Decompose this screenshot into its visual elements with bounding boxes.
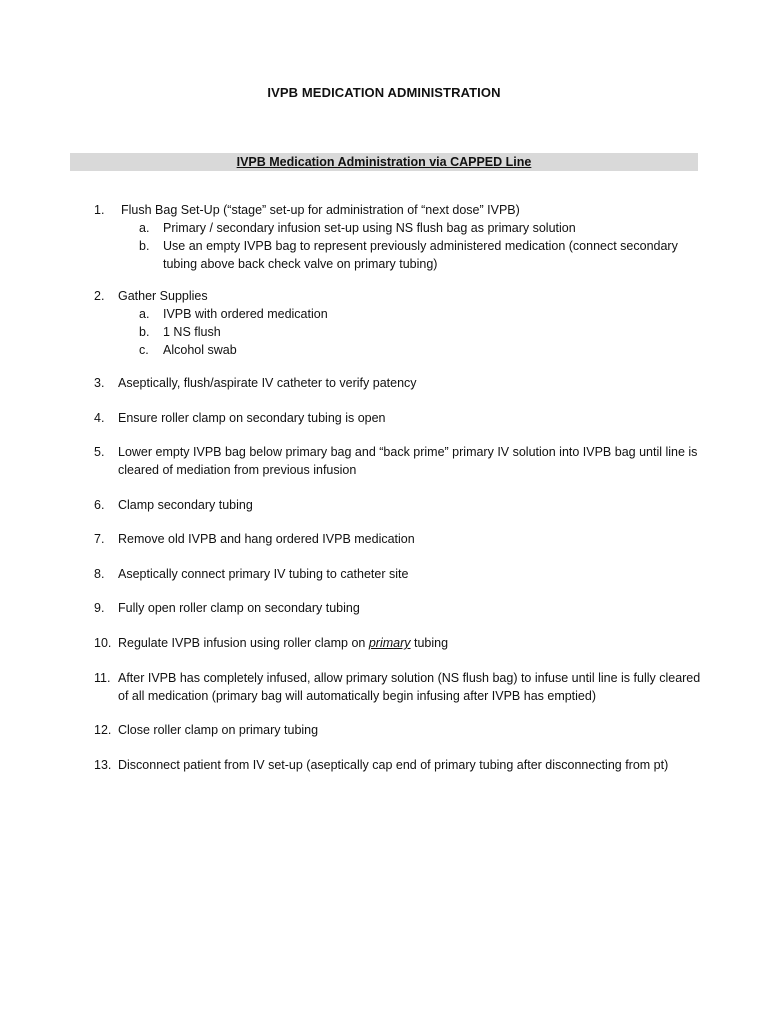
step-number: 3. [94,376,105,390]
step-1 [94,201,704,273]
step-number: 2. [94,289,105,303]
sub-list [94,305,704,359]
step-number: 12. [94,723,112,737]
sub-item [139,341,704,359]
step-number: 5. [94,445,105,459]
sub-text: Use an empty IVPB bag to represent previously administered medication (connect secondary tubing above back check valve on primary tubing) [163,239,678,271]
sub-item [139,219,704,237]
sub-list [94,219,704,273]
step-text: Ensure roller clamp on secondary tubing is open [118,411,386,425]
step-10 [94,634,704,652]
step-text: Lower empty IVPB bag below primary bag and “back prime” primary IV solution into IVPB bag until line is cleared of mediation from previous infusion [118,445,698,477]
sub-letter: b. [139,325,150,339]
step-number: 9. [94,601,105,615]
step-11 [94,669,704,705]
step-text: Aseptically, flush/aspirate IV catheter to verify patency [118,376,417,390]
step-8 [94,565,704,583]
step-text: Flush Bag Set-Up (“stage” set-up for administration of “next dose” IVPB) [121,203,520,217]
sub-letter: b. [139,239,150,253]
sub-letter: a. [139,307,150,321]
emphasized-word: primary [368,636,411,650]
step-6 [94,496,704,514]
step-text: Disconnect patient from IV set-up (aseptically cap end of primary tubing after disconnecting from pt) [118,758,669,772]
step-text-start: Regulate IVPB infusion using roller clamp on [118,636,369,650]
section-title: IVPB Medication Administration via CAPPED Line [236,155,532,169]
sub-text: IVPB with ordered medication [163,307,328,321]
step-text [118,634,704,652]
step-text: Fully open roller clamp on secondary tubing [118,601,360,615]
sub-item [139,237,704,273]
step-number: 8. [94,567,105,581]
step-number: 10. [94,636,112,650]
sub-text: 1 NS flush [163,325,221,339]
sub-item [139,305,704,323]
step-text: Close roller clamp on primary tubing [118,723,319,737]
step-text: Gather Supplies [118,289,208,303]
step-number: 11. [94,671,111,685]
step-number: 1. [94,203,105,217]
step-4 [94,409,704,427]
document-title: IVPB MEDICATION ADMINISTRATION [267,85,501,100]
step-13 [94,756,704,774]
step-text-end: tubing [410,636,449,650]
step-number: 6. [94,498,105,512]
step-2 [94,287,704,359]
sub-item [139,323,704,341]
step-5 [94,443,704,479]
step-text: Aseptically connect primary IV tubing to catheter site [118,567,409,581]
step-number: 7. [94,532,105,546]
sub-letter: c. [139,343,149,357]
step-text: After IVPB has completely infused, allow primary solution (NS flush bag) to infuse until line is fully cleared of all medication (primary bag will automatically begin infusing after IVPB has emptied) [118,671,701,703]
step-9 [94,599,704,617]
sub-text: Alcohol swab [163,343,237,357]
step-text: Remove old IVPB and hang ordered IVPB medication [118,532,415,546]
step-12 [94,721,704,739]
sub-letter: a. [139,221,150,235]
section-header [70,153,698,171]
step-text: Clamp secondary tubing [118,498,253,512]
step-number: 13. [94,758,112,772]
step-7 [94,530,704,548]
step-number: 4. [94,411,105,425]
step-3 [94,374,704,392]
sub-text: Primary / secondary infusion set-up using NS flush bag as primary solution [163,221,576,235]
